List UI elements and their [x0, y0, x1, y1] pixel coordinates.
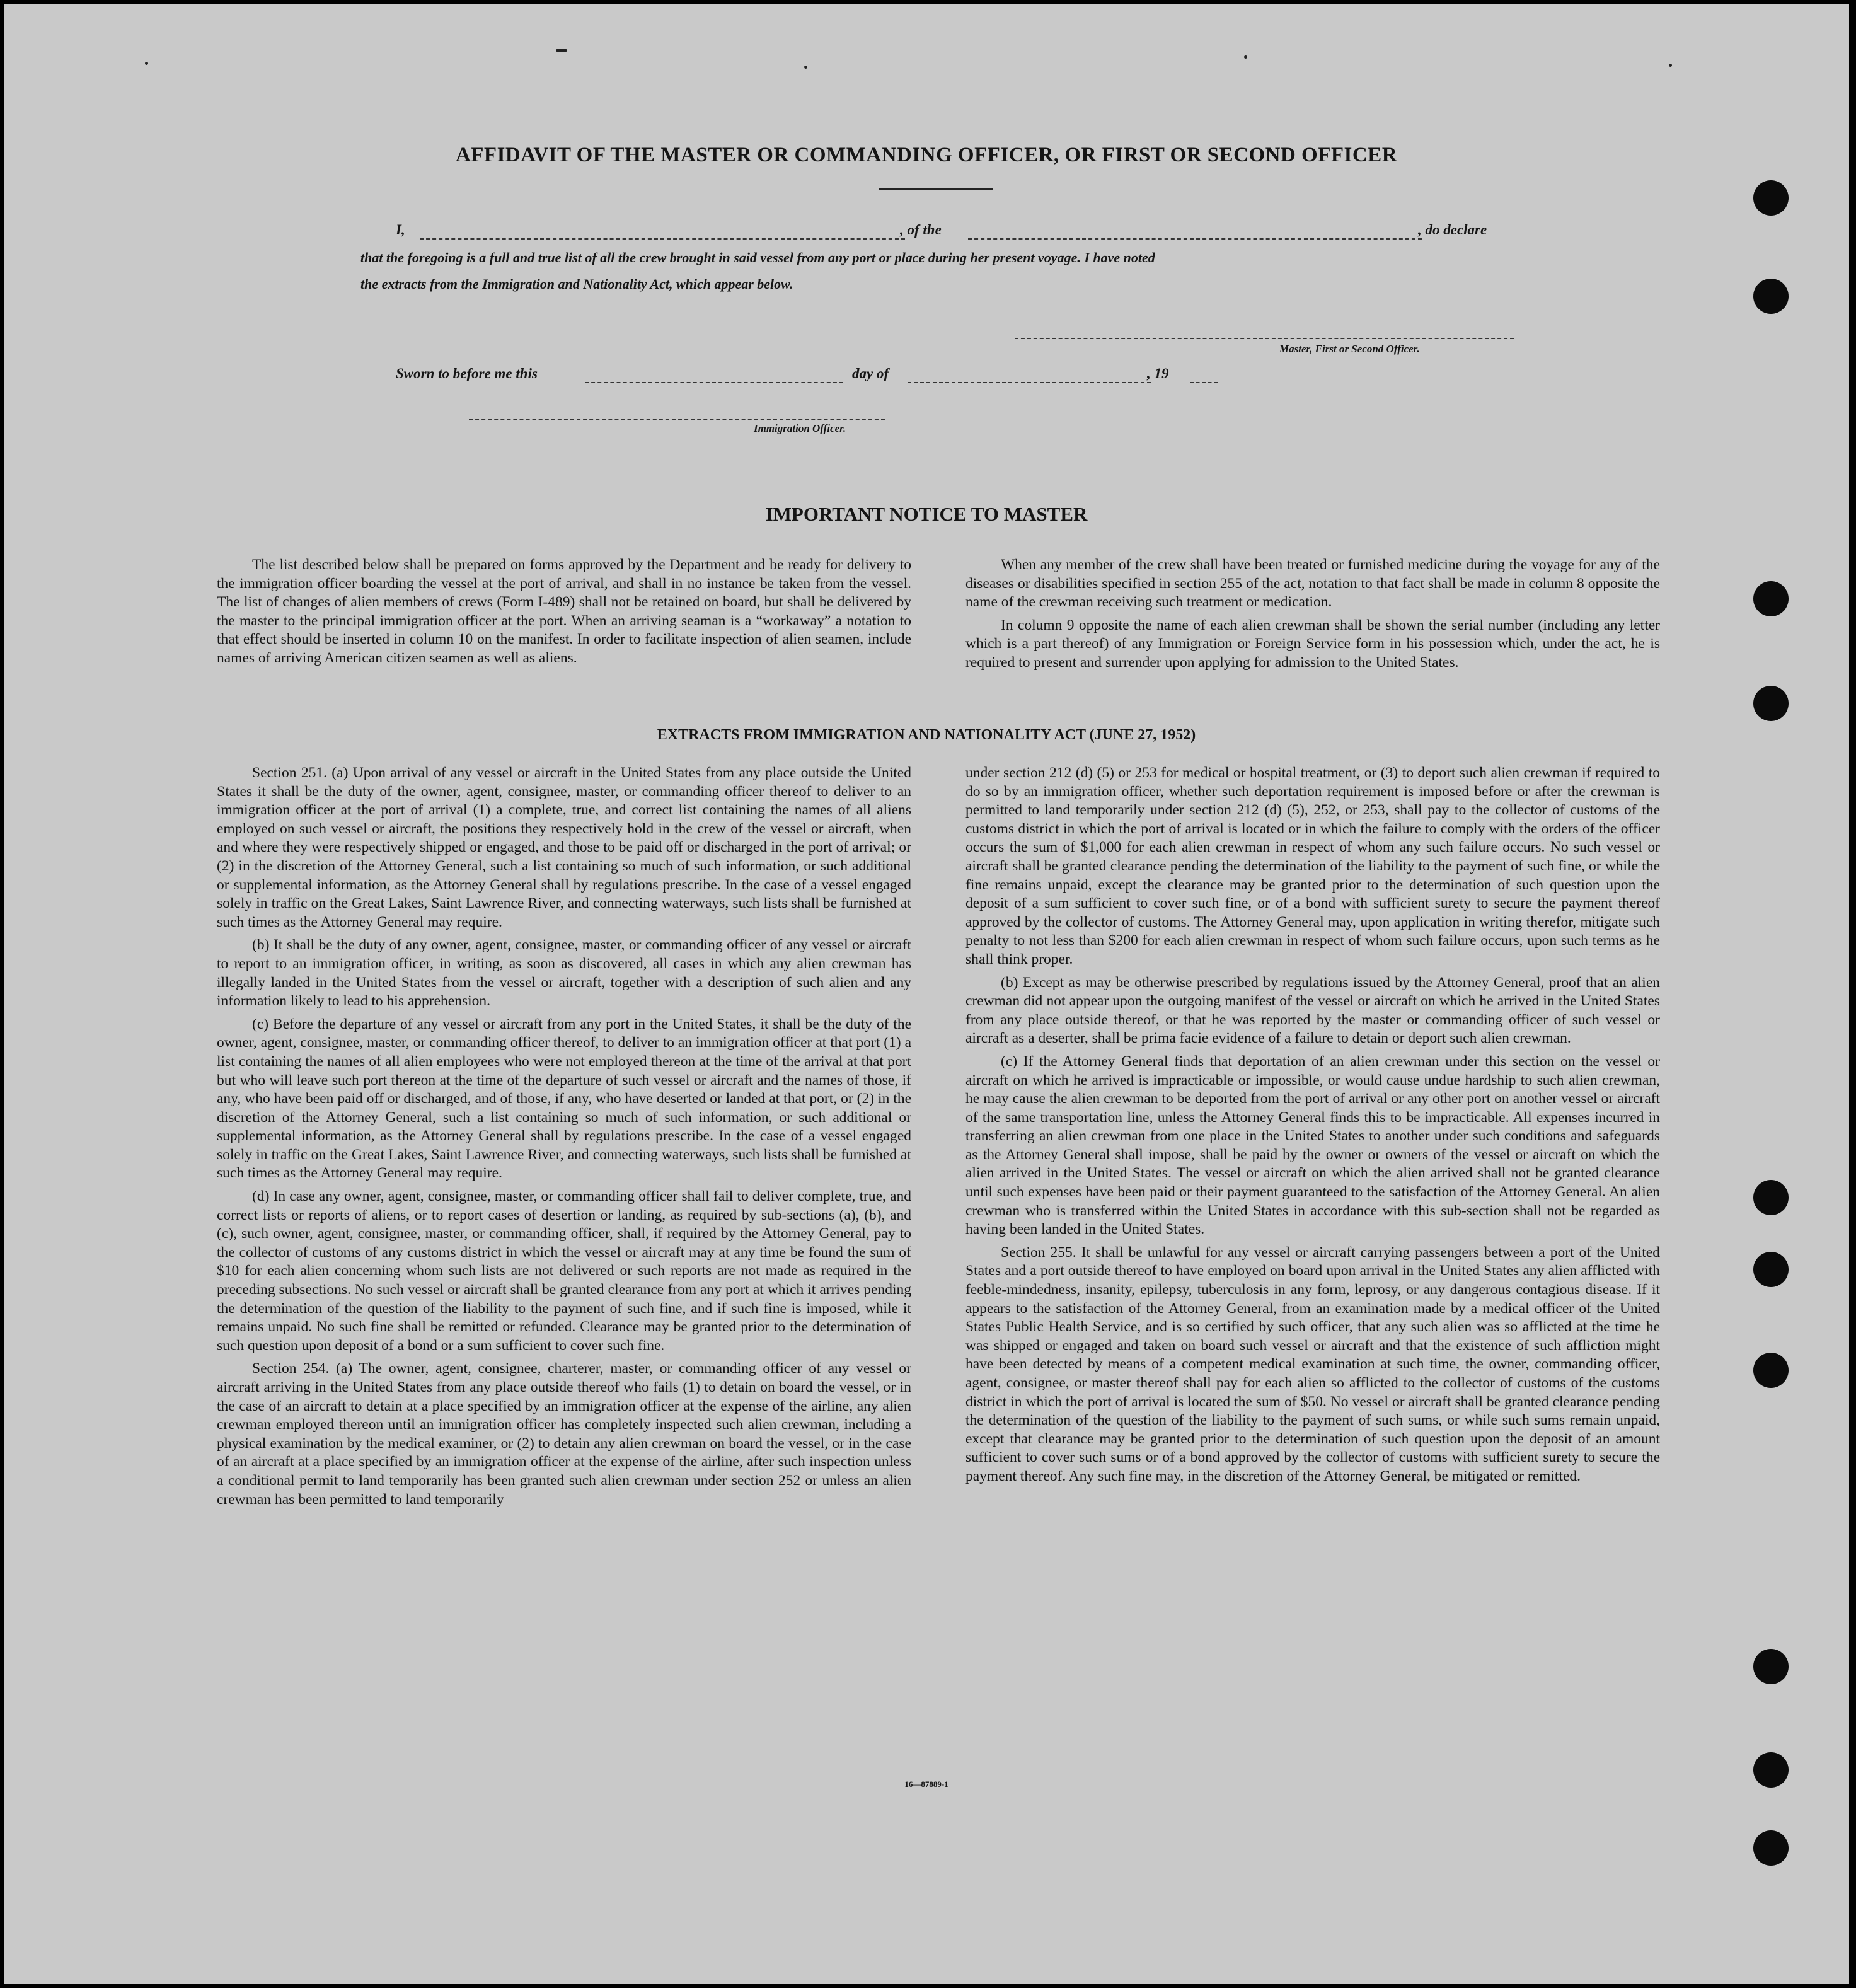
- section-paragraph: Section 254. (a) The owner, agent, consignee, charterer, master, or commanding officer of any vessel or aircraft arriving in the United States from any place outside thereof who fails (1) to detain on board the vessel, or in the case of an aircraft to detain at a place specified by an immigration officer at the expense of the airline, any alien crewman employed thereon until an immigration officer has completely inspected such alien crewman, including a physical examination by the medical examiner, or (2) to detain any alien crewman on board the vessel, or in the case of an aircraft at a place specified by an immigration officer at the expense of the airline, after such inspection unless a conditional permit to land temporarily has been granted such alien crewman under section 252 or unless an alien crewman has been permitted to land temporarily: [217, 1360, 911, 1508]
- sworn-month-blank[interactable]: [908, 382, 1151, 383]
- of-the-label: , of the: [900, 222, 942, 238]
- notice-paragraph: The list described below shall be prepared on forms approved by the Department and be ready for delivery to the immigration officer boarding the vessel at the port of arrival, and shall in no instance be taken from the vessel. The list of changes of alien members of crews (Form I-489) shall not be retained on board, but shall be delivered by the master to the principal immigration officer at the port. When an arriving seaman is a “workaway” a notation to that effect should be inserted in column 10 on the manifest. In order to facilitate inspection of alien seamen, include names of arriving American citizen seamen as well as aliens.: [217, 557, 911, 666]
- notice-right-column: [965, 556, 1660, 677]
- speck-mark: [804, 66, 807, 69]
- officer-signature-line[interactable]: [469, 419, 885, 420]
- vessel-blank[interactable]: [968, 238, 1422, 240]
- extracts-right-column: [965, 764, 1660, 1491]
- section-paragraph: under section 212 (d) (5) or 253 for medical or hospital treatment, or (3) to deport such alien crewman if required to do so by an immigration officer, whether such deportation requirement is imposed before or after the crewman is permitted to land temporarily under section 212 (d) (5), 252, or 253, shall pay to the collector of customs of the customs district in which the port of arrival is located or in which the failure to comply with the orders of the officer occurs the sum of $1,000 for each alien crewman in respect of whom any such failure occurs. No such vessel or aircraft shall be granted clearance pending the determination of the liability to the payment of such fine, or while the fine remains unpaid, except the clearance may be granted prior to the determination of such question upon the deposit of a sum sufficient to cover such fine, or of a bond with sufficient surety to secure the payment thereof approved by the collector of customs. The Attorney General may, upon application in writing therefor, mitigate such penalty to not less than $200 for each alien crewman in respect of whom such failure occurs, upon such terms as he shall think proper.: [965, 765, 1660, 968]
- affidavit-statement-cont: the extracts from the Immigration and Nationality Act, which appear below.: [360, 276, 793, 292]
- master-signature-label: Master, First or Second Officer.: [1279, 343, 1420, 355]
- name-blank[interactable]: [420, 238, 905, 240]
- sworn-label: Sworn to before me this: [396, 366, 538, 381]
- do-declare-label: , do declare: [1418, 222, 1487, 238]
- day-of-label: day of: [852, 366, 889, 381]
- section-paragraph: (c) If the Attorney General finds that deportation of an alien crewman under this section on the vessel or aircraft on which he arrived is impracticable or impossible, or would cause undue hardship to such alien crewman, he may cause the alien crewman to be deported from the port of arrival or any other port on another vessel or aircraft of the same transportation line, unless the Attorney General finds this to be impracticable. All expenses incurred in transferring an alien crewman from one place in the United States to another under such conditions and safeguards as the Attorney General shall impose, shall be paid by the owner or owners of the vessel or aircraft on which the alien arrived in the United States. The vessel or aircraft on which the alien arrived shall not be granted clearance until such expenses have been paid or their payment guaranteed to the satisfaction of the Attorney General. An alien crewman who is transferred within the United States in accordance with this sub-section shall not be regarded as having been landed in the United States.: [965, 1053, 1660, 1238]
- affidavit-title: AFFIDAVIT OF THE MASTER OR COMMANDING OFFICER, OR FIRST OR SECOND OFFICER: [455, 144, 1398, 166]
- section-paragraph: Section 255. It shall be unlawful for any vessel or aircraft carrying passengers between a port of the United States and a port outside thereof to have employed on board upon arrival in the United States any alien afflicted with feeble-mindedness, insanity, epilepsy, tuberculosis in any form, leprosy, or any dangerous contagious disease. If it appears to the satisfaction of the Attorney General, from an examination made by a medical officer of the United States Public Health Service, and is so certified by such officer, that any such alien was so afflicted at the time he was shipped or engaged and taken on board such vessel or aircraft and that the existence of such affliction might have been detected by means of a competent medical examination at such time, the owner, commanding officer, agent, consignee, or master thereof shall pay for each alien so afflicted to the collector of customs of the customs district in which the port of arrival is located the sum of $50. No vessel or aircraft shall be granted clearance pending the determination of the question of the liability to the payment of such sums, or while such sums remain unpaid, except that clearance may be granted prior to the determination of such question upon the deposit of an amount sufficient to cover such sums or of a bond approved by the collector of customs with sufficient surety to secure the payment thereof. Any such fine may, in the discretion of the Attorney General, be mitigated or remitted.: [965, 1244, 1660, 1484]
- speck-mark: [556, 49, 567, 52]
- binder-hole: [1753, 686, 1789, 721]
- section-paragraph: Section 251. (a) Upon arrival of any vessel or aircraft in the United States from any place outside the United States it shall be the duty of the owner, agent, consignee, master, or commanding officer thereof to deliver to an immigration officer at the port of arrival (1) a complete, true, and correct list containing the names of all aliens employed on such vessel or aircraft, the positions they respectively hold in the crew of the vessel or aircraft, when and where they were respectively shipped or engaged, and those to be paid off or discharged in the port of arrival; or (2) in the discretion of the Attorney General, such a list containing so much of such information, or such additional or supplemental information, as the Attorney General shall by regulations prescribe. In the case of a vessel engaged solely in traffic on the Great Lakes, Saint Lawrence River, and connecting waterways, such lists shall be furnished at such times as the Attorney General may require.: [217, 765, 911, 930]
- binder-hole: [1753, 1649, 1789, 1684]
- document-page: [4, 4, 1849, 1984]
- section-paragraph: (b) Except as may be otherwise prescribed by regulations issued by the Attorney General, proof that an alien crewman did not appear upon the outgoing manifest of the vessel or aircraft on which he arrived in the United States from any place outside thereof, or that he was reported by the master or commanding officer of such vessel or aircraft as a deserter, shall be prima facie evidence of a failure to detain or deport such alien crewman.: [965, 974, 1660, 1047]
- binder-hole: [1753, 581, 1789, 616]
- affidavit-statement: that the foregoing is a full and true list of all the crew brought in said vessel from any port or place during her present voyage. I have noted: [360, 250, 1155, 265]
- binder-hole: [1753, 1353, 1789, 1388]
- speck-mark: [1669, 64, 1672, 67]
- title-underline: [879, 188, 993, 190]
- speck-mark: [145, 62, 148, 65]
- binder-hole: [1753, 279, 1789, 314]
- year-label: , 19: [1147, 366, 1169, 381]
- speck-mark: [1244, 55, 1247, 59]
- master-signature-line[interactable]: [1015, 338, 1514, 339]
- section-paragraph: (b) It shall be the duty of any owner, agent, consignee, master, or commanding officer of any vessel or aircraft to report to an immigration officer, in writing, as soon as discovered, all cases in which any alien crewman has illegally landed in the United States from the vessel or aircraft, together with a description of such alien and any information likely to lead to his apprehension.: [217, 937, 911, 1010]
- notice-left-column: [217, 556, 911, 673]
- extracts-title: EXTRACTS FROM IMMIGRATION AND NATIONALITY ACT (JUNE 27, 1952): [657, 727, 1196, 743]
- form-number: 16—87889-1: [904, 1779, 948, 1789]
- section-paragraph: (c) Before the departure of any vessel or aircraft from any port in the United States, it shall be the duty of the owner, agent, consignee, master, or commanding officer thereof, to deliver to an immigration officer at that port (1) a list containing the names of all alien employees who were not employed thereon at the time of the arrival at that port but who will leave such port thereon at the time of the departure of such vessel or aircraft and the names of those, if any, who have been paid off or discharged, and of those, if any, who have deserted or landed at that port, or (2) in the discretion of the Attorney General, such a list containing so much of such information, or such additional or supplemental information, as the Attorney General shall by regulations prescribe. In the case of a vessel engaged solely in traffic on the Great Lakes, Saint Lawrence River, and connecting waterways, such lists shall be furnished at such times as the Attorney General may require.: [217, 1015, 911, 1182]
- notice-paragraph: In column 9 opposite the name of each alien crewman shall be shown the serial number (including any letter which is a part thereof) of any Immigration or Foreign Service form in his possession which, under the act, he is required to present and surrender upon applying for admission to the United States.: [965, 616, 1660, 671]
- section-paragraph: (d) In case any owner, agent, consignee, master, or commanding officer shall fail to deliver complete, true, and correct lists or reports of aliens, or to report cases of desertion or landing, as required by sub-sections (a), (b), and (c), such owner, agent, consignee, master, or commanding officer, shall, if required by the Attorney General, pay to the collector of customs of any customs district in which the vessel or aircraft may at any time be found the sum of $10 for each alien concerning whom such lists are not delivered or such reports are not made as required in the preceding subsections. No such vessel or aircraft shall be granted clearance from any port at which it arrives pending the determination of the question of the liability to the payment of such fine, and if such fine is imposed, while it remains unpaid. No such fine shall be remitted or refunded. Clearance may be granted prior to the determination of such question upon deposit of a bond or a sum sufficient to cover such fine.: [217, 1188, 911, 1354]
- sworn-day-blank[interactable]: [585, 382, 843, 383]
- binder-hole: [1753, 1830, 1789, 1866]
- notice-paragraph: When any member of the crew shall have been treated or furnished medicine during the voyage for any of the diseases or disabilities specified in section 255 of the act, notation to that fact shall be made in column 8 opposite the name of the crewman receiving such treatment or medication.: [965, 557, 1660, 611]
- notice-title: IMPORTANT NOTICE TO MASTER: [765, 503, 1088, 525]
- affidavit-i-label: I,: [396, 222, 405, 238]
- binder-hole: [1753, 1252, 1789, 1287]
- year-blank[interactable]: [1190, 382, 1218, 383]
- officer-signature-label: Immigration Officer.: [754, 422, 846, 434]
- extracts-left-column: [217, 764, 911, 1513]
- binder-hole: [1753, 180, 1789, 216]
- binder-hole: [1753, 1180, 1789, 1215]
